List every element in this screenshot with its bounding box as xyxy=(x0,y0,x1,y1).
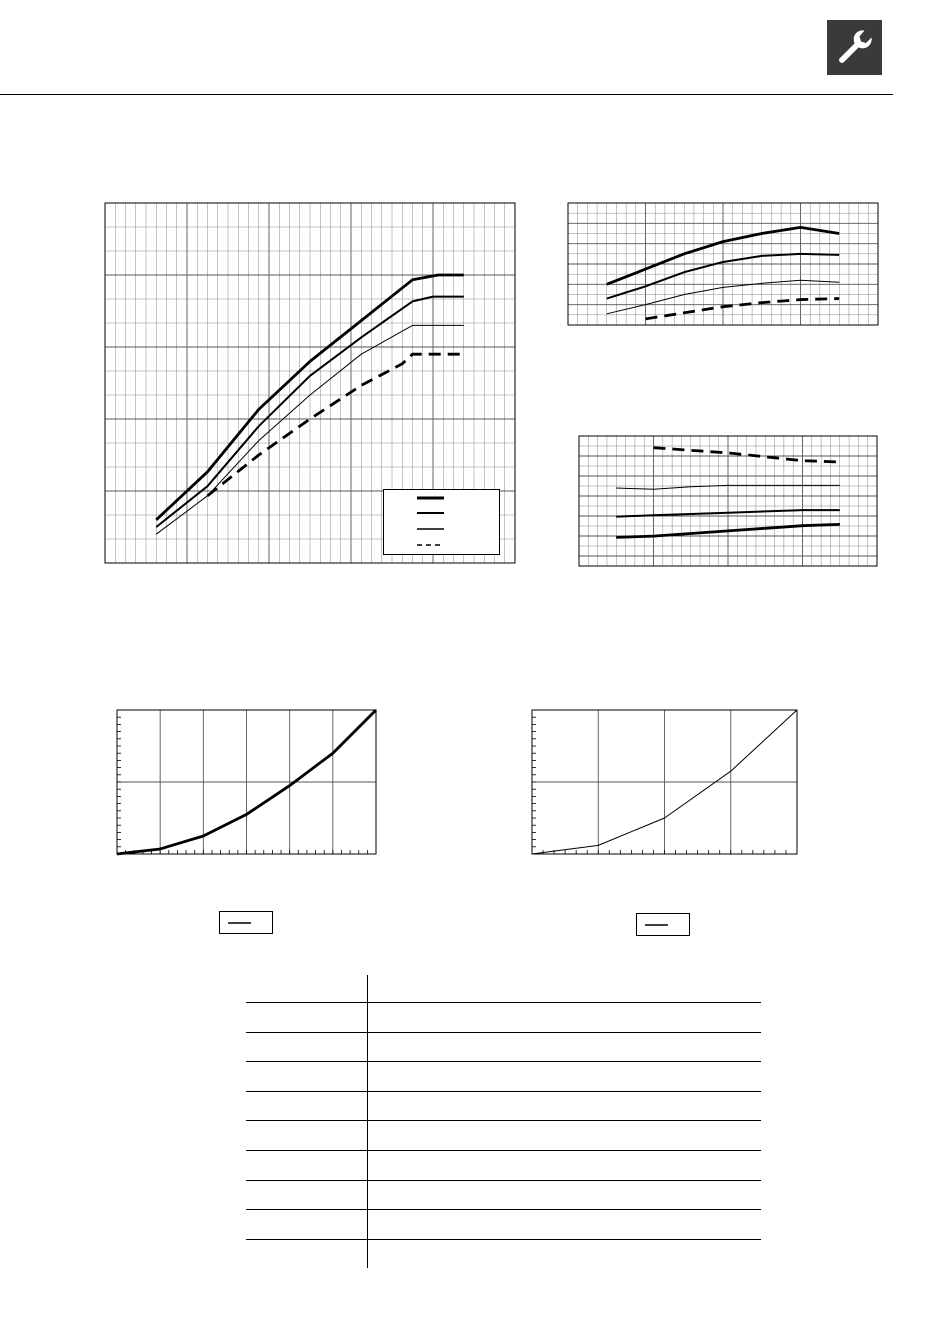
spec-table xyxy=(246,975,761,1268)
table-row xyxy=(246,1239,761,1240)
chart-top-right xyxy=(568,203,878,325)
wrench-icon xyxy=(827,20,882,75)
chart-mid-right-grid xyxy=(579,436,877,566)
chart-bottom-right-legend xyxy=(636,913,690,936)
chart-bottom-left xyxy=(117,710,376,854)
table-row xyxy=(246,1209,761,1210)
table-row xyxy=(246,1002,761,1003)
table-column-divider xyxy=(367,975,368,1268)
table-row xyxy=(246,1120,761,1121)
chart-bottom-left-legend xyxy=(219,911,273,934)
chart-bottom-right xyxy=(532,710,797,854)
service-badge xyxy=(827,20,882,75)
table-row xyxy=(246,1180,761,1181)
table-row xyxy=(246,1091,761,1092)
chart-bottom-right-grid xyxy=(532,710,797,854)
table-row xyxy=(246,1150,761,1151)
chart-main-legend xyxy=(383,489,500,555)
header-rule xyxy=(0,94,893,95)
table-row xyxy=(246,1032,761,1033)
chart-bottom-left-grid xyxy=(117,710,376,854)
table-row xyxy=(246,1061,761,1062)
chart-mid-right xyxy=(579,436,877,566)
